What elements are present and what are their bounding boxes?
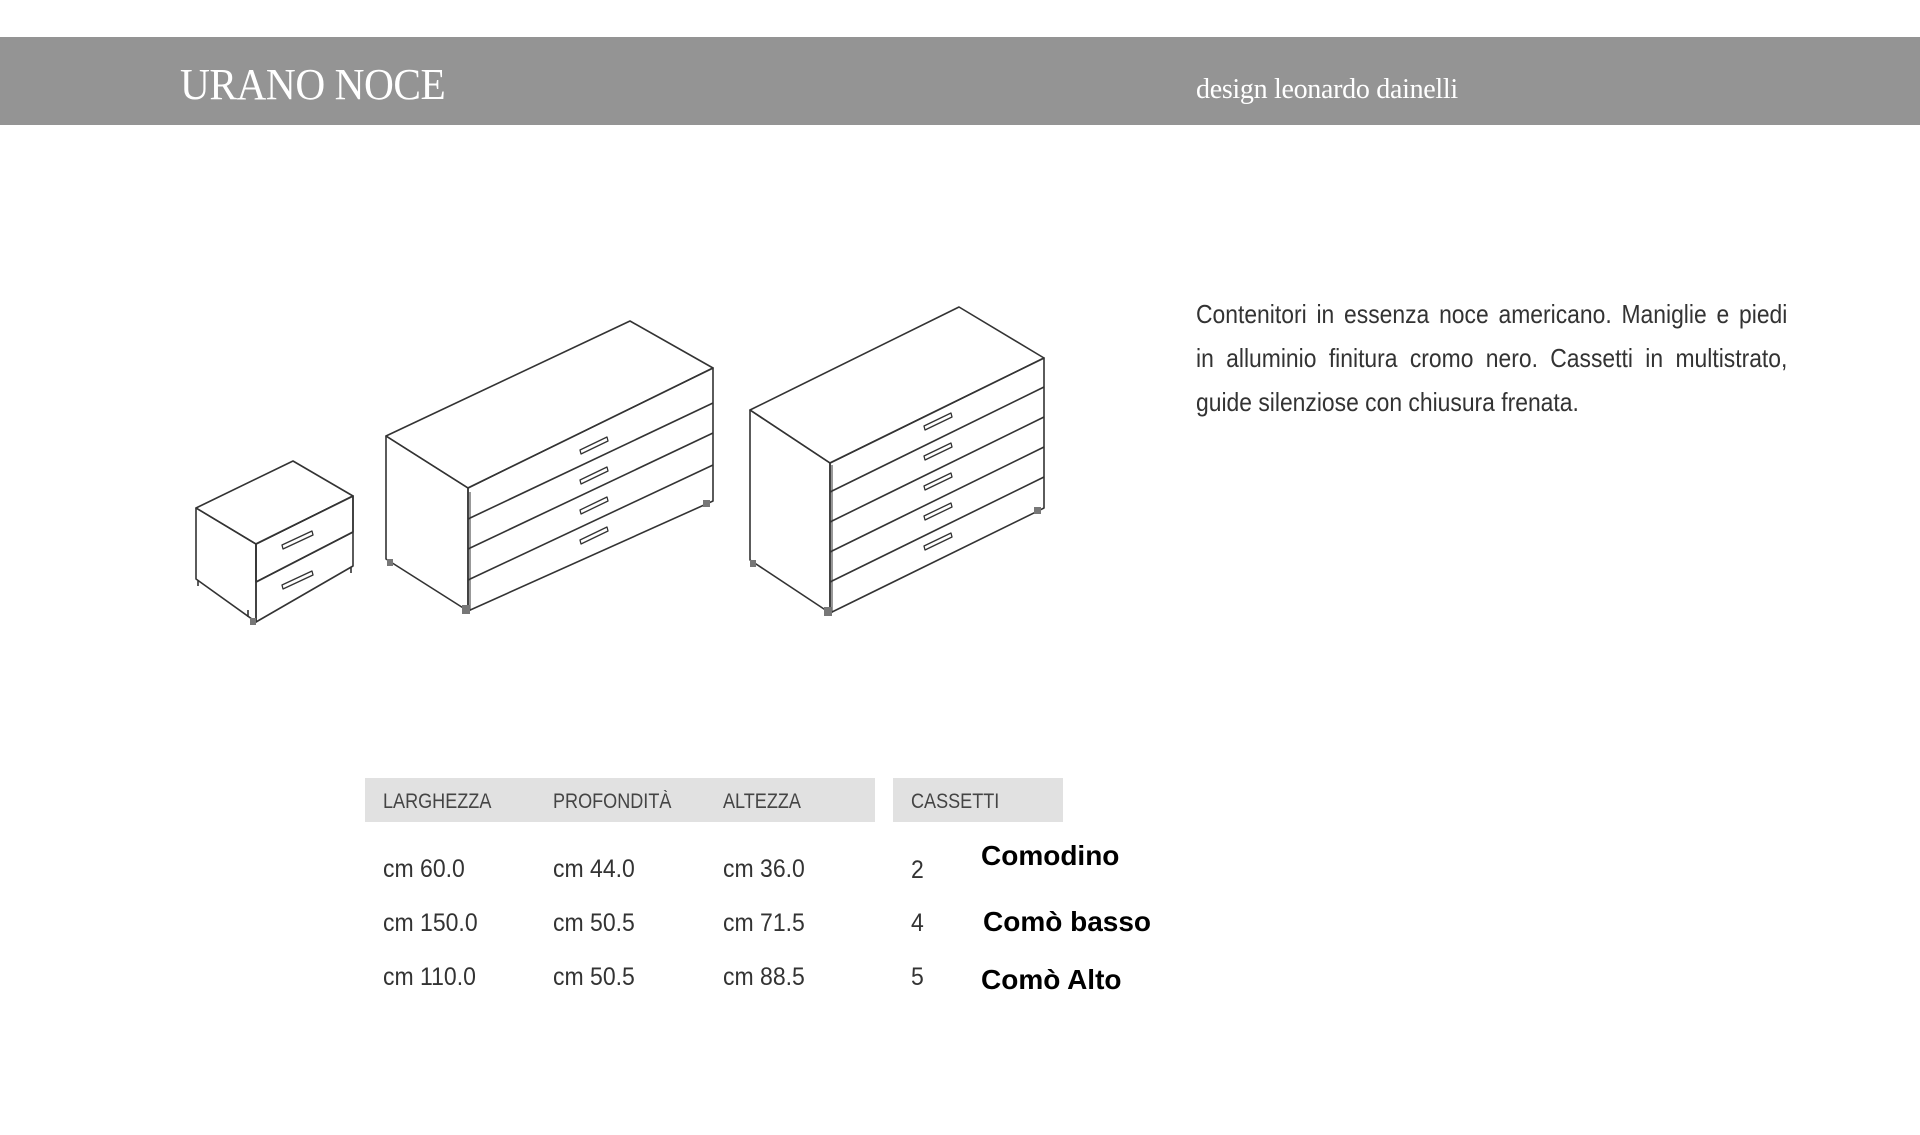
col-header-depth: PROFONDITÀ (553, 790, 672, 813)
row1-height: cm 36.0 (723, 855, 805, 883)
furniture-illustration (190, 295, 1050, 625)
row1-width: cm 60.0 (383, 855, 465, 883)
col-header-width: LARGHEZZA (383, 790, 492, 813)
col-header-height: ALTEZZA (723, 790, 801, 813)
row2-depth: cm 50.5 (553, 909, 635, 937)
row3-depth: cm 50.5 (553, 963, 635, 991)
product-description: Contenitori in essenza noce americano. Maniglie e piedi in alluminio finitura cromo nero. Cassetti in multistrato, guide silenziose con chiusura frenata. (1196, 299, 1788, 417)
tall-dresser-drawing (750, 307, 1044, 616)
nightstand-drawing (196, 461, 353, 625)
row2-drawers: 4 (911, 909, 924, 937)
row2-height: cm 71.5 (723, 909, 805, 937)
col-header-drawers: CASSETTI (911, 790, 1000, 813)
row1-depth: cm 44.0 (553, 855, 635, 883)
row2-width: cm 150.0 (383, 909, 478, 937)
designer-credit: design leonardo dainelli (1196, 74, 1458, 105)
header-bar (0, 37, 1920, 125)
low-dresser-drawing (386, 321, 713, 614)
row2-name: Comò basso (983, 906, 1152, 937)
row3-name: Comò Alto (981, 964, 1122, 995)
row3-drawers: 5 (911, 963, 924, 991)
row3-height: cm 88.5 (723, 963, 805, 991)
product-title: URANO NOCE (180, 60, 446, 109)
row3-width: cm 110.0 (383, 963, 476, 991)
row1-name: Comodino (981, 840, 1120, 871)
row1-drawers: 2 (911, 856, 924, 884)
